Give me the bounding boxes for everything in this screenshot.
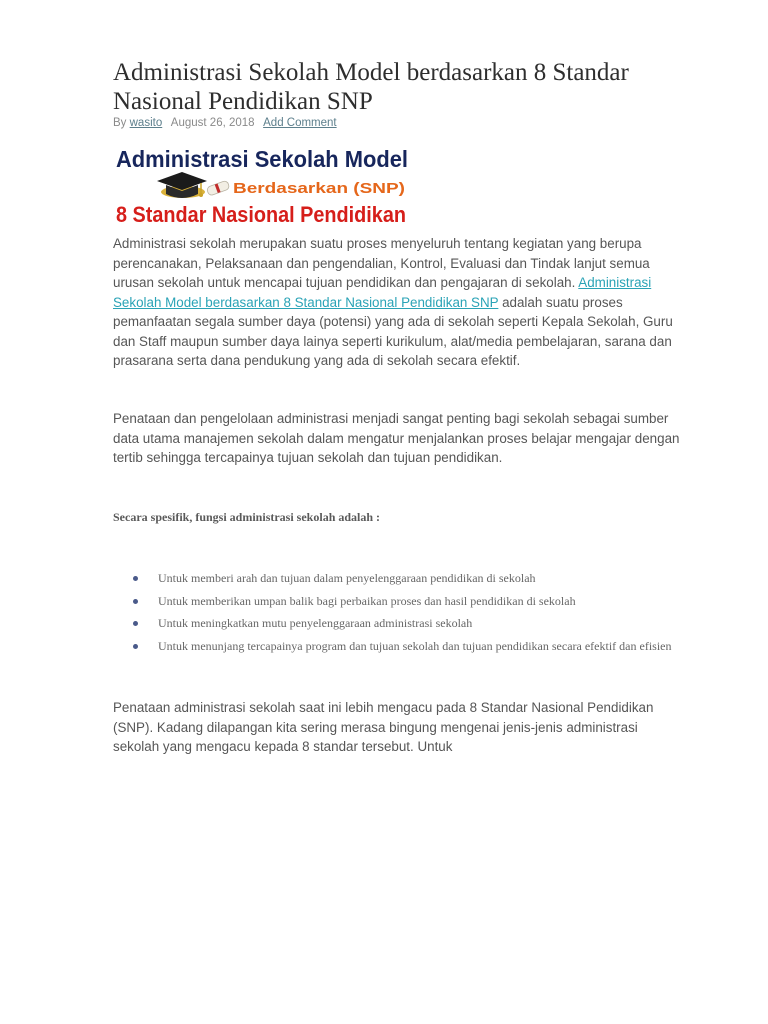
post-date: August 26, 2018 xyxy=(170,117,255,129)
graduation-cap-icon xyxy=(157,172,230,198)
list-item: Untuk memberi arah dan tujuan dalam penyelenggaraan pendidikan di sekolah xyxy=(113,570,673,587)
intro-tail-text: adalah suatu proses pemanfaatan segala sumber daya (potensi) yang ada di sekolah seperti Kepala Sekolah, Guru dan Staff maupun sumber daya lainya seperti kurikulum, alat/media pembelajaran, sarana dan prasarana serta dana pendukung yang ada di sekolah secara efektif. xyxy=(113,294,673,368)
intro-paragraph xyxy=(113,234,685,371)
hero-banner-graphic xyxy=(113,142,413,230)
byline xyxy=(113,117,337,129)
bullet-icon xyxy=(133,599,138,604)
bullet-icon xyxy=(133,644,138,649)
hero-line-2: Berdasarkan (SNP) xyxy=(233,180,406,197)
article-title: Administrasi Sekolah Model berdasarkan 8 Standar Nasional Pendidikan SNP xyxy=(113,59,629,115)
body-paragraph-3: Penataan administrasi sekolah saat ini lebih mengacu pada 8 Standar Nasional Pendidikan (SNP). Kadang dilapangan kita sering merasa bingung mengenai jenis-jenis administrasi sekolah yang mengacu kepada 8 standar tersebut. Untuk xyxy=(113,700,654,754)
hero-image xyxy=(113,142,413,230)
author-link[interactable]: wasito xyxy=(129,117,163,129)
bullet-icon xyxy=(133,621,138,626)
functions-subheading: Secara spesifik, fungsi administrasi sekolah adalah : xyxy=(113,510,381,524)
snp-article-link[interactable]: Administrasi Sekolah Model berdasarkan 8 Standar Nasional Pendidikan SNP xyxy=(113,275,652,310)
intro-lead-text: Administrasi sekolah merupakan suatu proses menyeluruh tentang kegiatan yang berupa perencanakan, Pelaksanaan dan pengendalian, Kontrol, Evaluasi dan Tindak lanjut semua urusan sekolah untuk mencapai tujuan pendidikan dan pengajaran di sekolah. xyxy=(113,236,650,290)
body-paragraph-2: Penataan dan pengelolaan administrasi menjadi sangat penting bagi sekolah sebagai sumber data utama manajemen sekolah dalam mengatur menjalankan proses belajar mengajar dengan tertib sehingga tercapainya tujuan sekolah dan tujuan pendidikan. xyxy=(113,411,680,465)
functions-list xyxy=(113,570,673,660)
list-item: Untuk menunjang tercapainya program dan tujuan sekolah dan tujuan pendidikan secara efektif dan efisien xyxy=(113,638,673,655)
byline-by: By xyxy=(113,117,127,129)
bullet-icon xyxy=(133,576,138,581)
hero-line-3: 8 Standar Nasional Pendidikan xyxy=(116,202,406,227)
hero-line-1: Administrasi Sekolah Model xyxy=(116,146,408,172)
add-comment-link[interactable]: Add Comment xyxy=(263,117,337,129)
list-item: Untuk meningkatkan mutu penyelenggaraan administrasi sekolah xyxy=(113,615,673,632)
list-item: Untuk memberikan umpan balik bagi perbaikan proses dan hasil pendidikan di sekolah xyxy=(113,593,673,610)
